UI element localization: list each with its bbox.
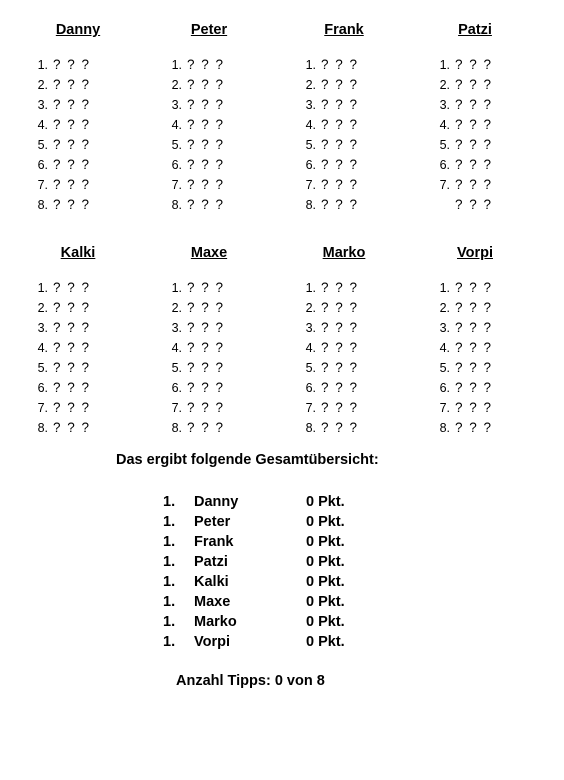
tip-value: ? ? ? [455, 320, 493, 335]
tip-value: ? ? ? [455, 137, 493, 152]
tip-row [162, 95, 225, 115]
tip-number: 5. [171, 138, 182, 152]
tip-value: ? ? ? [321, 197, 359, 212]
tip-number: 6. [305, 381, 316, 395]
tip-row [430, 318, 493, 338]
tip-value: ? ? ? [321, 57, 359, 72]
tip-value: ? ? ? [53, 300, 91, 315]
tip-row [162, 338, 225, 358]
tip-row [430, 115, 493, 135]
tip-value: ? ? ? [53, 117, 91, 132]
tip-row [28, 155, 91, 175]
tip-row [162, 175, 225, 195]
tip-number: 4. [439, 341, 450, 355]
tip-value: ? ? ? [187, 360, 225, 375]
tip-number: 5. [37, 138, 48, 152]
tip-row [296, 55, 359, 75]
tip-number: 8. [37, 421, 48, 435]
tip-row [296, 175, 359, 195]
tip-number: 2. [439, 301, 450, 315]
tip-number: 1. [37, 281, 48, 295]
tip-row [162, 298, 225, 318]
tip-row [296, 418, 359, 438]
tip-value: ? ? ? [321, 97, 359, 112]
tip-row [28, 95, 91, 115]
tip-row [162, 358, 225, 378]
summary-points: 0 Pkt. [306, 514, 345, 530]
tip-number: 5. [439, 361, 450, 375]
tip-value: ? ? ? [187, 280, 225, 295]
tip-number: 2. [305, 78, 316, 92]
tip-row [296, 318, 359, 338]
tip-value: ? ? ? [455, 380, 493, 395]
player-name: Peter [190, 22, 228, 38]
tip-row [28, 398, 91, 418]
tip-number: 2. [37, 78, 48, 92]
tip-value: ? ? ? [321, 157, 359, 172]
tip-number: 4. [171, 341, 182, 355]
tip-value: ? ? ? [321, 300, 359, 315]
tip-value: ? ? ? [455, 57, 493, 72]
summary-player-name: Vorpi [194, 634, 230, 650]
tip-number: 5. [37, 361, 48, 375]
tip-value: ? ? ? [321, 137, 359, 152]
tip-value: ? ? ? [321, 280, 359, 295]
tip-number: 4. [37, 341, 48, 355]
tip-value: ? ? ? [321, 77, 359, 92]
tip-number: 6. [171, 158, 182, 172]
tip-number: 1. [171, 58, 182, 72]
tip-row [430, 398, 493, 418]
tip-row [296, 115, 359, 135]
summary-player-name: Frank [194, 534, 234, 550]
tip-number: 4. [305, 341, 316, 355]
summary-rank: 1. [163, 514, 176, 530]
tip-number: 7. [305, 178, 316, 192]
tip-number: 1. [439, 58, 450, 72]
tip-number: 3. [37, 98, 48, 112]
tip-value: ? ? ? [455, 157, 493, 172]
tip-row [430, 298, 493, 318]
tip-number: 4. [171, 118, 182, 132]
tip-row [296, 398, 359, 418]
summary-rank: 1. [163, 494, 176, 510]
tip-row [296, 298, 359, 318]
tip-number: 6. [439, 158, 450, 172]
tip-value: ? ? ? [53, 380, 91, 395]
tip-number: 7. [305, 401, 316, 415]
tip-row [430, 95, 493, 115]
tip-number: 8. [171, 198, 182, 212]
tip-row [28, 75, 91, 95]
tip-row [430, 278, 493, 298]
tip-number: 8. [37, 198, 48, 212]
tip-value: ? ? ? [455, 197, 493, 212]
tip-number: 6. [37, 381, 48, 395]
tip-row [28, 175, 91, 195]
tip-value: ? ? ? [187, 420, 225, 435]
tip-value: ? ? ? [187, 400, 225, 415]
tip-value: ? ? ? [53, 400, 91, 415]
tip-number: 2. [171, 301, 182, 315]
tip-number: 5. [439, 138, 450, 152]
tip-value: ? ? ? [455, 117, 493, 132]
tip-number: 1. [439, 281, 450, 295]
summary-rank: 1. [163, 554, 176, 570]
tip-row [296, 278, 359, 298]
tip-value: ? ? ? [321, 117, 359, 132]
tip-number: 7. [439, 178, 450, 192]
summary-rank: 1. [163, 634, 176, 650]
tip-row [162, 398, 225, 418]
tip-value: ? ? ? [53, 320, 91, 335]
tip-number: 1. [305, 281, 316, 295]
tip-row [296, 358, 359, 378]
tip-number: 2. [439, 78, 450, 92]
tip-row [162, 155, 225, 175]
summary-rank: 1. [163, 614, 176, 630]
summary-title: Das ergibt folgende Gesamtübersicht: [116, 452, 379, 468]
tip-number: 4. [439, 118, 450, 132]
tip-value: ? ? ? [455, 400, 493, 415]
summary-points: 0 Pkt. [306, 574, 345, 590]
tip-number: 3. [305, 321, 316, 335]
player-name: Patzi [458, 22, 492, 38]
tip-number: 4. [37, 118, 48, 132]
tip-value: ? ? ? [321, 420, 359, 435]
tip-number: 3. [37, 321, 48, 335]
tip-number: 7. [171, 401, 182, 415]
tip-row [28, 115, 91, 135]
tip-number: 6. [439, 381, 450, 395]
summary-points: 0 Pkt. [306, 534, 345, 550]
tip-row [296, 75, 359, 95]
tip-value: ? ? ? [187, 157, 225, 172]
tip-value: ? ? ? [187, 197, 225, 212]
tip-value: ? ? ? [53, 177, 91, 192]
tip-number: 1. [37, 58, 48, 72]
tip-row [162, 418, 225, 438]
tip-row [430, 135, 493, 155]
summary-player-name: Marko [194, 614, 237, 630]
tip-value: ? ? ? [455, 77, 493, 92]
player-name: Frank [324, 22, 364, 38]
tip-value: ? ? ? [321, 320, 359, 335]
tip-number: 7. [439, 401, 450, 415]
tip-number: 5. [171, 361, 182, 375]
tip-count: Anzahl Tipps: 0 von 8 [176, 673, 325, 689]
tip-row [28, 378, 91, 398]
tip-number: 7. [171, 178, 182, 192]
player-name: Vorpi [457, 245, 493, 261]
tip-number: 3. [171, 98, 182, 112]
tip-row [296, 378, 359, 398]
tip-number: 5. [305, 361, 316, 375]
summary-rank: 1. [163, 574, 176, 590]
tip-value: ? ? ? [187, 117, 225, 132]
tip-row [28, 55, 91, 75]
tip-row [162, 318, 225, 338]
tip-row [28, 278, 91, 298]
tip-number: 6. [171, 381, 182, 395]
tip-value: ? ? ? [53, 97, 91, 112]
player-name: Danny [55, 22, 101, 38]
tip-value: ? ? ? [455, 97, 493, 112]
tip-number: 1. [305, 58, 316, 72]
tip-row [430, 338, 493, 358]
tip-value: ? ? ? [53, 360, 91, 375]
tip-value: ? ? ? [187, 57, 225, 72]
tip-row [162, 75, 225, 95]
tip-row [296, 95, 359, 115]
tip-value: ? ? ? [53, 157, 91, 172]
tip-value: ? ? ? [455, 300, 493, 315]
tip-number: 7. [37, 401, 48, 415]
tip-number: 8. [439, 421, 450, 435]
tip-number: 2. [305, 301, 316, 315]
tip-row [162, 278, 225, 298]
tip-number: 8. [305, 198, 316, 212]
tip-value: ? ? ? [53, 77, 91, 92]
tip-row [28, 418, 91, 438]
tip-row [430, 358, 493, 378]
tip-value: ? ? ? [187, 380, 225, 395]
tip-row [28, 135, 91, 155]
tip-row [430, 75, 493, 95]
tip-value: ? ? ? [187, 300, 225, 315]
tip-value: ? ? ? [187, 97, 225, 112]
tip-number: 8. [305, 421, 316, 435]
summary-points: 0 Pkt. [306, 594, 345, 610]
tip-number: 1. [171, 281, 182, 295]
tip-number: 2. [171, 78, 182, 92]
tip-row [430, 55, 493, 75]
tip-row [162, 378, 225, 398]
tip-number: 4. [305, 118, 316, 132]
tip-row [28, 338, 91, 358]
tip-number: 3. [439, 321, 450, 335]
tip-number: 7. [37, 178, 48, 192]
summary-player-name: Patzi [194, 554, 228, 570]
tip-value: ? ? ? [53, 137, 91, 152]
tip-number: 2. [37, 301, 48, 315]
tip-value: ? ? ? [53, 420, 91, 435]
summary-points: 0 Pkt. [306, 634, 345, 650]
tip-number: 6. [37, 158, 48, 172]
summary-rank: 1. [163, 594, 176, 610]
player-name: Maxe [190, 245, 228, 261]
tip-value: ? ? ? [321, 400, 359, 415]
tip-value: ? ? ? [321, 177, 359, 192]
tip-row [296, 338, 359, 358]
tip-value: ? ? ? [321, 340, 359, 355]
summary-points: 0 Pkt. [306, 494, 345, 510]
tip-value: ? ? ? [53, 57, 91, 72]
tip-value: ? ? ? [321, 380, 359, 395]
tip-row [162, 55, 225, 75]
tip-value: ? ? ? [53, 280, 91, 295]
tip-row [162, 115, 225, 135]
tip-row [162, 135, 225, 155]
tip-row [430, 155, 493, 175]
summary-player-name: Danny [194, 494, 239, 510]
summary-points: 0 Pkt. [306, 554, 345, 570]
tip-value: ? ? ? [53, 197, 91, 212]
summary-rank: 1. [163, 534, 176, 550]
tip-row [430, 195, 493, 215]
tip-value: ? ? ? [321, 360, 359, 375]
tip-value: ? ? ? [455, 340, 493, 355]
tip-row [430, 418, 493, 438]
tip-value: ? ? ? [187, 340, 225, 355]
tip-number: 3. [305, 98, 316, 112]
tip-value: ? ? ? [187, 77, 225, 92]
tip-value: ? ? ? [455, 280, 493, 295]
tip-row [430, 378, 493, 398]
tip-row [28, 318, 91, 338]
player-name: Kalki [60, 245, 96, 261]
tip-value: ? ? ? [187, 320, 225, 335]
tip-value: ? ? ? [455, 420, 493, 435]
tip-value: ? ? ? [455, 177, 493, 192]
tip-number: 8. [171, 421, 182, 435]
tip-value: ? ? ? [187, 177, 225, 192]
tip-row [162, 195, 225, 215]
tip-value: ? ? ? [187, 137, 225, 152]
player-name: Marko [322, 245, 366, 261]
tip-row [296, 135, 359, 155]
tip-row [28, 298, 91, 318]
tip-row [430, 175, 493, 195]
tip-number: 3. [439, 98, 450, 112]
summary-player-name: Peter [194, 514, 231, 530]
summary-points: 0 Pkt. [306, 614, 345, 630]
tip-number: 6. [305, 158, 316, 172]
tip-number: 5. [305, 138, 316, 152]
tip-row [296, 155, 359, 175]
tip-number: 3. [171, 321, 182, 335]
tip-row [296, 195, 359, 215]
summary-player-name: Maxe [194, 594, 231, 610]
tip-row [28, 358, 91, 378]
tip-row [28, 195, 91, 215]
summary-player-name: Kalki [194, 574, 229, 590]
tip-value: ? ? ? [53, 340, 91, 355]
tip-value: ? ? ? [455, 360, 493, 375]
